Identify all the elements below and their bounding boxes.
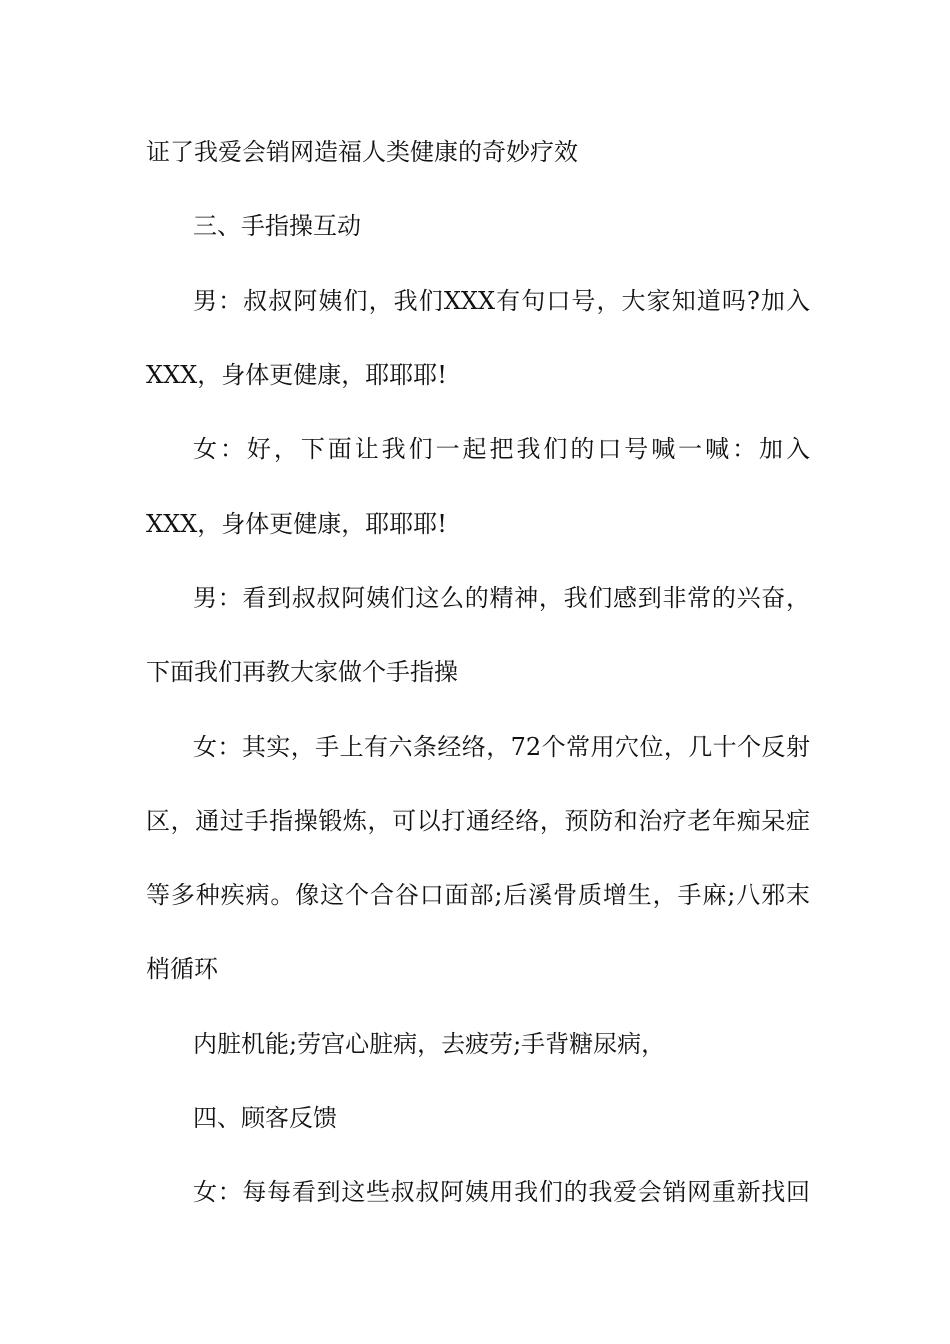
paragraph-line-7: 男：看到叔叔阿姨们这么的精神，我们感到非常的兴奋， [193,584,810,612]
paragraph-line-15: 女：每每看到这些叔叔阿姨用我们的我爱会销网重新找回 [193,1178,810,1206]
paragraph-line-4: XXX，身体更健康，耶耶耶! [146,361,447,389]
paragraph-line-9: 女：其实，手上有六条经络，72个常用穴位，几十个反射 [193,733,810,761]
section-heading-4: 四、顾客反馈 [193,1104,337,1132]
paragraph-line-11: 等多种疾病。像这个合谷口面部;后溪骨质增生，手麻;八邪末 [146,881,810,909]
paragraph-line-8: 下面我们再教大家做个手指操 [146,658,458,686]
paragraph-line-5: 女：好，下面让我们一起把我们的口号喊一喊：加入 [193,435,810,463]
paragraph-line-1: 证了我爱会销网造福人类健康的奇妙疗效 [146,138,578,166]
paragraph-line-12: 梢循环 [146,955,218,983]
paragraph-line-13: 内脏机能;劳宫心脏病，去疲劳;手背糖尿病， [193,1030,666,1058]
section-heading-3: 三、手指操互动 [193,212,361,240]
paragraph-line-3: 男：叔叔阿姨们，我们XXX有句口号，大家知道吗?加入 [193,287,810,315]
paragraph-line-10: 区，通过手指操锻炼，可以打通经络，预防和治疗老年痴呆症 [146,807,810,835]
paragraph-line-6: XXX，身体更健康，耶耶耶! [146,510,447,538]
